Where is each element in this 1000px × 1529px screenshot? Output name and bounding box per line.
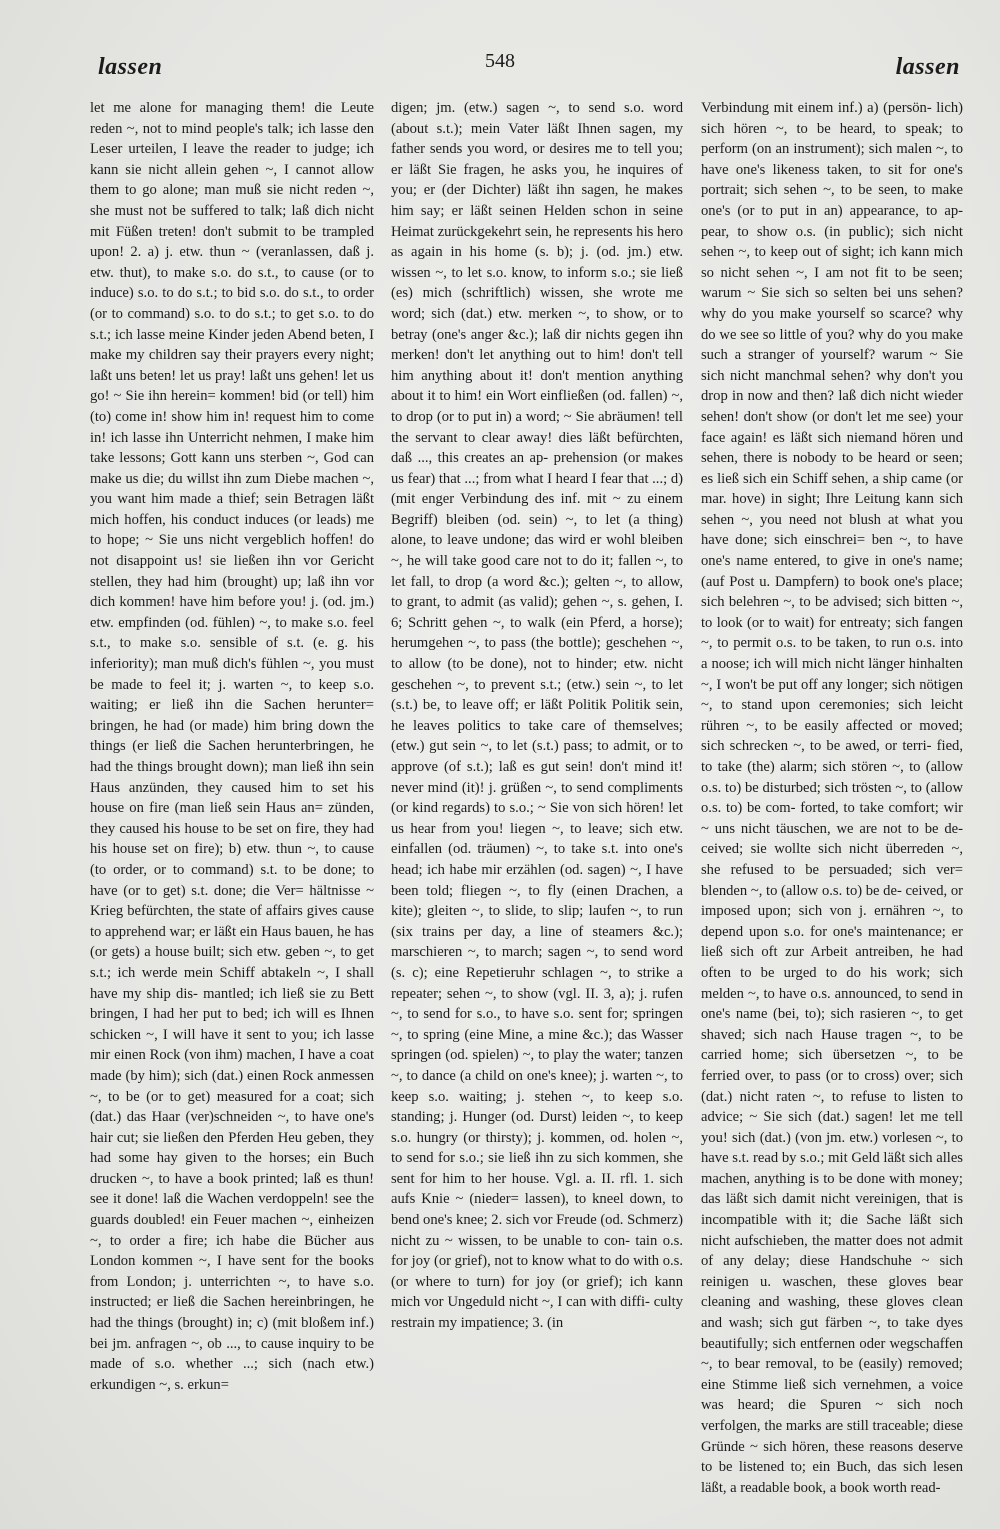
page-header: [0, 42, 1000, 82]
column-text: Verbindung mit einem inf.) a) (persön- lich) sich hören ~, to be heard, to speak; to perform (on an instrument); sich malen ~, to have one's likeness taken, to sit for one's portrait; sich sehen ~, to be seen, to make one's (or to put in an) appearance, to ap- pear, to show o.s. (in public); sich nicht sehen ~, to keep out of sight; ich kann mich so nicht sehen ~, I am not fit to be seen; warum ~ Sie sich so selten bei uns sehen? why do you make yourself so scarce? why do we see so little of you? why do you make such a stranger of yourself? warum ~ Sie sich nicht manchmal sehen? why don't you drop in now and then? laß dich nicht wieder sehen! don't show (or don't let me see) your face again! es läßt sich niemand hören und sehen, there is nobody to be heard or seen; es ließ sich ein Schiff sehen, a ship came (or mar. hove) in sight; Ihre Leitung kann sich sehen ~, you need not blush at what you have done; sich einschrei= ben ~, to have one's name entered, to give in one's name; (auf Post u. Dampfern) to book one's place; sich belehren ~, to be advised; sich bitten ~, to look (or to wait) for entreaty; sich fangen ~, to permit o.s. to be taken, to run o.s. into a noose; ich will mich nicht länger hinhalten ~, I won't be put off any longer; sich nötigen ~, to stand upon ceremonies; sich leicht rühren ~, to be easily affected or moved; sich schrecken ~, to be awed, or terri- fied, to take (the) alarm; sich stören ~, to (allow o.s. to) be disturbed; sich trösten ~, to (allow o.s. to) be com- forted, to take comfort; wir ~ uns nicht täuschen, we are not to be de- ceived; sie wollte sich nicht überreden ~, she refused to be persuaded; sich ver= blenden ~, to (allow o.s. to) be de- ceived, or imposed upon; sich von j. ernähren ~, to depend upon s.o. for one's maintenance; er ließ sich oft zur Arbeit antreiben, he had often to be urged to do his work; sich melden ~, to have o.s. announced, to send in one's name (bei, to); sich rasieren ~, to get shaved; sich nach Hause tragen ~, to be carried home; sich übersetzen ~, to be ferried over, to pass (or to cross) over; sich (dat.) nicht raten ~, to refuse to listen to advice; ~ Sie sich (dat.) sagen! let me tell you! sich (dat.) (von jm. etw.) vorlesen ~, to have s.t. read by s.o.; mit Geld läßt sich alles machen, anything is to be done with money; das läßt sich damit nicht vereinigen, that is incompatible with it; die Sache läßt sich nicht aufschieben, the matter does not admit of any delay; diese Handschuhe ~ sich reinigen u. waschen, these gloves bear cleaning and washing, these gloves clean and wash; sich gut färben ~, to take dyes beautifully; sich entfernen oder wegschaffen ~, to bear removal, to be (easily) removed; eine Stimme ließ sich vernehmen, a voice was heard; die Spuren ~ sich noch verfolgen, the marks are still traceable; diese Gründe ~ sich hören, these reasons deserve to be listened to; ein Buch, das sich lesen läßt, a readable book, a book worth read-: [701, 100, 963, 1496]
page-number: 548: [485, 50, 515, 72]
column-text: let me alone for managing them! die Leute reden ~, not to mind people's talk; ich lasse den Leser urteilen, I leave the reader to judge; ich kann sie nicht allein gehen ~, I cannot allow them to go alone; man muß sie nicht reden ~, she must not be suffered to talk; laß dich nicht mit Füßen treten! don't submit to be trampled upon! 2. a) j. etw. thun ~ (veranlassen, daß j. etw. thut), to make s.o. do s.t., to cause (or to induce) s.o. to do s.t.; to bid s.o. do s.t., to order (or to command) s.o. to do s.t.; to get s.o. to do s.t.; ich lasse meine Kinder jeden Abend beten, I make my children say their prayers every night; laßt uns beten! let us pray! laßt uns gehen! let us go! ~ Sie ihn herein= kommen! bid (or tell) him (to) come in! show him in! request him to come in! ich lasse ihn Unterricht nehmen, I make him take lessons; Gott kann uns sterben ~, God can make us die; du willst ihn zum Diebe machen ~, you want him made a thief; sein Betragen läßt mich hoffen, his conduct induces (or leads) me to hope; ~ Sie uns nicht vergeblich hoffen! do not disappoint us! sie ließen ihn vor Gericht stellen, they had him (brought) up; laß ihn vor dich kommen! have him before you! j. (od. jm.) etw. empfinden (od. fühlen) ~, to make s.o. feel s.t., to make s.o. sensible of s.t. (e. g. his inferiority); man muß dich's fühlen ~, you must be made to feel it; j. warten ~, to keep s.o. waiting; er ließ ihn die Sachen herunter= bringen, he had (or made) him bring down the things (er ließ die Sachen herunterbringen, he had the things brought down); man ließ ihn sein Haus anzünden, they caused him to set his house on fire (man ließ sein Haus an= zünden, they caused his house to be set on fire, they had his house set on fire); b) etw. thun ~, to cause (to order, or to command) s.t. to be done; to have (or to get) s.t. done; die Ver= hältnisse ~ Krieg befürchten, the state of affairs gives cause to apprehend war; er läßt ein Haus bauen, he has (or gets) a house built; sich etw. geben ~, to get s.t.; ich werde mein Schiff abtakeln ~, I shall have my ship dis- mantled; ich ließ sie zu Bett bringen, I had her put to bed; ich will es Ihnen schicken ~, I will have it sent to you; ich lasse mir einen Rock (von ihm) machen, I have a coat made (by him); sich (dat.) einen Rock anmessen ~, to be (or to get) measured for a coat; sich (dat.) das Haar (ver)schneiden ~, to have one's hair cut; sie ließen den Pferden Heu geben, they had some hay given to the horses; ein Buch drucken ~, to have a book printed; laß es thun! see it done! laß die Wachen verdoppeln! see the guards doubled! ein Feuer machen ~, einheizen ~, to order a fire; ich habe die Bücher aus London kommen ~, I have sent for the books from London; j. unterrichten ~, to have s.o. instructed; er ließ die Sachen hereinbringen, he had the things (brought) in; c) (mit bloßem inf.) bei jm. anfragen ~, ob ..., to cause inquiry to be made of s.o. whether ...; sich (nach etw.) erkundigen ~, s. erkun=: [90, 100, 374, 1393]
column-text: digen; jm. (etw.) sagen ~, to send s.o. word (about s.t.); mein Vater läßt Ihnen sagen, my father sends you word, or desires me to tell you; er läßt Sie fragen, he asks you, he inquires of you; er (der Dichter) läßt ihn sagen, he makes him say; er läßt seinen Helden schon in seine Heimat zurückgekehrt sein, he represents his hero as again in his home (s. b); j. (od. jm.) etw. wissen ~, to let s.o. know, to inform s.o.; sie ließ (es) mich (schriftlich) wissen, she wrote me word; sich (dat.) etw. merken ~, to show, or to betray (one's anger &c.); laß dir nichts gegen ihn merken! don't let anything out to him! don't tell him anything about it! don't mention anything about it to him! ein Wort einfließen (od. fallen) ~, to drop (or to put in) a word; ~ Sie abräumen! tell the servant to clear away! dies läßt befürchten, daß ..., this creates an ap- prehension (or makes us fear) that ...; from what I heard I fear that ...; d) (mit enger Verbindung des inf. mit ~ zu einem Begriff) bleiben (od. sein) ~, to let (a thing) alone, to leave undone; das wird er wohl bleiben ~, he will take good care not to do it; fallen ~, to let fall, to drop (a word &c.); gelten ~, to allow, to grant, to admit (as valid); gehen ~, s. gehen, I. 6; Schritt gehen ~, to walk (ein Pferd, a horse); herumgehen ~, to pass (the bottle); geschehen ~, to allow (to be done), not to hinder; etw. nicht geschehen ~, to prevent s.t.; (etw.) sein ~, to let (s.t.) be, to leave off; er läßt Politik Politik sein, he leaves politics to take care of themselves; (etw.) gut sein ~, to let (s.t.) pass; to admit, or to approve (of s.t.); laß es gut sein! don't mind it! never mind (it)! j. grüßen ~, to send compliments (or kind regards) to s.o.; ~ Sie von sich hören! let us hear from you! liegen ~, to leave; sich etw. einfallen (od. träumen) ~, to take s.t. into one's head; ich habe mir erzählen (od. sagen) ~, I have been told; fliegen ~, to fly (einen Drachen, a kite); gleiten ~, to slide, to slip; laufen ~, to run (six trains per day, a line of steamers &c.); marschieren ~, to march; sagen ~, to send word (s. c); eine Repetieruhr schlagen ~, to strike a repeater; sehen ~, to show (vgl. II. 3, a); j. rufen ~, to send for s.o., to have s.o. sent for; springen ~, to spring (eine Mine, a mine &c.); das Wasser springen (od. spielen) ~, to play the water; tanzen ~, to dance (a child on one's knee); j. warten ~, to keep s.o. waiting; j. stehen ~, to keep s.o. standing; j. Hunger (od. Durst) leiden ~, to keep s.o. hungry (or thirsty); j. kommen, od. holen ~, to send for s.o.; sie ließ ihn zu sich kommen, she sent for him to her house. Vgl. a. II. rfl. 1. sich aufs Knie ~ (nieder= lassen), to kneel down, to bend one's knee; 2. sich vor Freude (od. Schmerz) nicht zu ~ wissen, to be unable to con- tain o.s. for joy (or grief), not to know what to do with o.s. (or where to turn) for joy (or grief); ich kann mich vor Ungeduld nicht ~, I can with diffi- culty restrain my impatience; 3. (in: [391, 100, 683, 1332]
right-running-headword: lassen: [895, 54, 960, 80]
text-column-right: [701, 98, 963, 1498]
text-column-middle: [391, 98, 683, 1498]
text-column-left: [90, 98, 374, 1498]
left-running-headword: lassen: [98, 54, 163, 80]
